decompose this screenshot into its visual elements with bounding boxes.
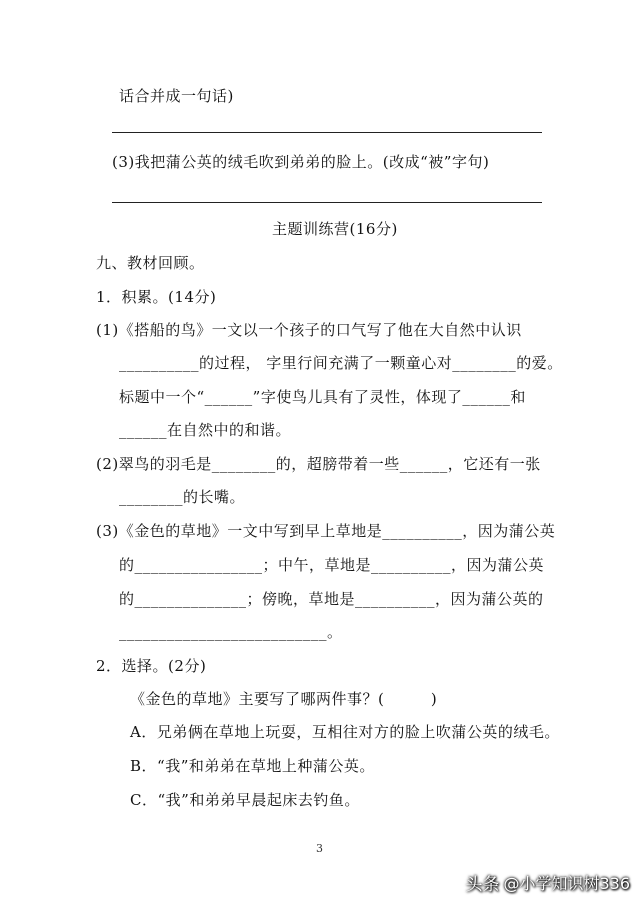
text-line-merge-instruction: 话合并成一句话)	[119, 87, 234, 105]
item-3-line-d: __________________________。	[119, 623, 343, 641]
watermark-brand: 头条	[465, 875, 500, 895]
section-title: 主题训练营(16分)	[272, 220, 398, 238]
item-1-line-c: 标题中一个“______”字使鸟儿具有了灵性，体现了______和	[119, 388, 526, 406]
item-2-line-a: (2)翠鸟的羽毛是________的，超膀带着一些______，它还有一张	[96, 455, 541, 473]
question-9-heading: 九、教材回顾。	[96, 254, 205, 272]
item-1-line-a: (1)《搭船的鸟》一文以一个孩子的口气写了他在大自然中认识	[96, 321, 522, 339]
question-2-stem: 《金色的草地》主要写了哪两件事？( )	[130, 690, 438, 708]
watermark-account: @小学知识树336	[503, 874, 630, 893]
option-a: A．兄弟俩在草地上玩耍，互相往对方的脸上吹蒲公英的绒毛。	[130, 723, 560, 741]
option-c: C．“我”和弟弟早晨起床去钓鱼。	[130, 791, 360, 809]
item-3-line-a: (3)《金色的草地》一文中写到早上草地是__________，因为蒲公英	[96, 522, 556, 540]
question-3-passive: (3)我把蒲公英的绒毛吹到弟弟的脸上。(改成“被”字句)	[112, 153, 490, 171]
item-1-line-b: __________的过程， 字里行间充满了一颗童心对________的爱。	[119, 354, 563, 372]
item-2-line-b: ________的长嘴。	[119, 488, 246, 506]
question-1-heading: 1．积累。(14分)	[96, 288, 217, 306]
page-number: 3	[316, 842, 323, 855]
option-b: B．“我”和弟弟在草地上种蒲公英。	[130, 757, 375, 775]
item-1-line-d: ______在自然中的和谐。	[119, 421, 292, 439]
question-2-heading: 2．选择。(2分)	[96, 657, 207, 675]
watermark	[465, 870, 630, 895]
answer-line-2	[112, 202, 542, 203]
answer-line-1	[112, 132, 542, 133]
item-3-line-c: 的______________；傍晚，草地是__________，因为蒲公英的	[119, 590, 544, 608]
item-3-line-b: 的________________；中午，草地是__________，因为蒲公英	[119, 556, 545, 574]
